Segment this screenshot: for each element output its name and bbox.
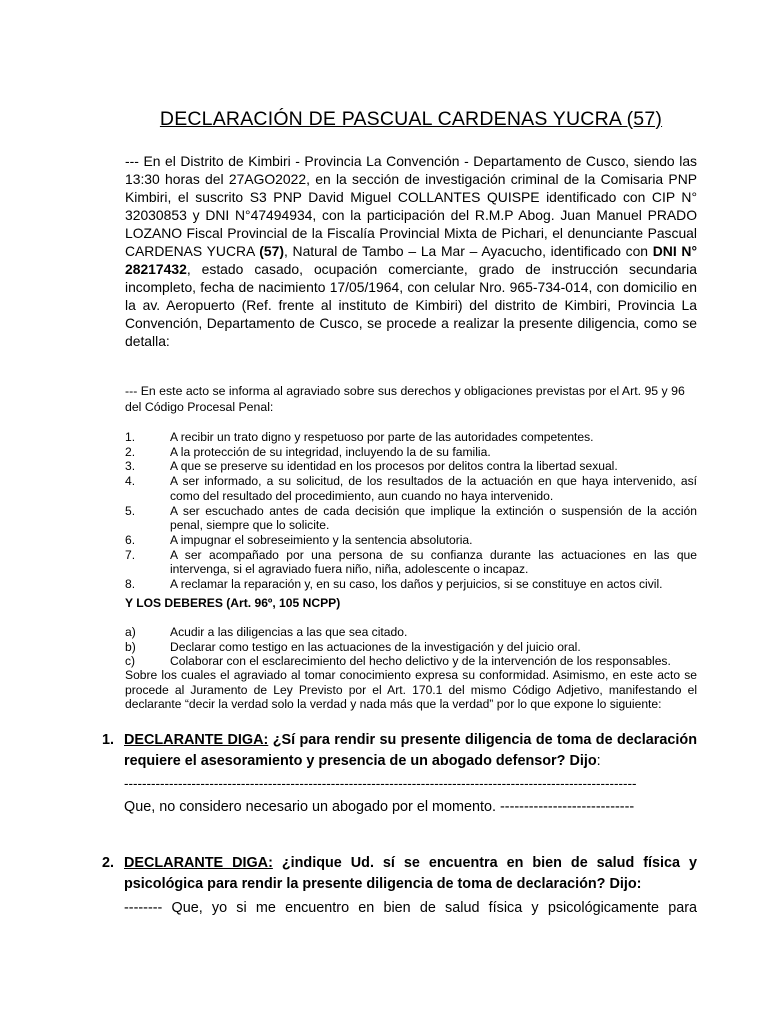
item-number: 7.: [125, 547, 136, 562]
declarant-age: (57): [259, 243, 284, 259]
list-item: [125, 474, 697, 503]
item-number: 1.: [125, 430, 136, 444]
question-colon: :: [596, 752, 601, 769]
item-text: Declarar como testigo en las actuaciones de la investigación y del juicio oral.: [170, 639, 581, 654]
list-item: [125, 577, 697, 592]
item-text: A que se preserve su identidad en los procesos por delitos contra la libertad sexual.: [170, 459, 618, 474]
list-item: [125, 548, 697, 577]
list-item: [125, 533, 697, 548]
list-item: [125, 459, 697, 474]
question-2: [102, 853, 697, 918]
item-number: 8.: [125, 577, 136, 592]
rights-intro: --- En este acto se informa al agraviado sobre sus derechos y obligaciones previstas por el Art. 95 y 96 del Código Procesal Penal:: [125, 384, 685, 414]
document-title: DECLARACIÓN DE PASCUAL CARDENAS YUCRA (57): [159, 108, 663, 130]
intro-text-2: , Natural de Tambo – La Mar – Ayacucho, identificado con: [283, 243, 653, 259]
question-label: DECLARANTE DIGA:: [124, 855, 273, 871]
intro-text-3: , estado casado, ocupación comerciante, grado de instrucción secundaria incompleto, fecha de nacimiento 17/05/1964, con celular Nro. 965-734-014, con domicilio en la av. Aeropuerto (Ref. frente al instituto de Kimbiri) del distrito de Kimbiri, Provincia La Convención, Departamento de Cusco, se procede a realizar la presente diligencia, como se detalla:: [125, 261, 697, 349]
list-item: [125, 504, 697, 533]
list-item: [125, 640, 697, 655]
item-number: 5.: [125, 503, 136, 518]
list-item: [125, 430, 697, 445]
item-number: 6.: [125, 532, 136, 547]
answer-text: Que, no considero necesario un abogado por el momento. ----------------------------: [124, 799, 635, 815]
question-number: 2.: [102, 855, 115, 871]
list-item: [125, 445, 697, 460]
intro-text-1: --- En el Distrito de Kimbiri - Provincia La Convención - Departamento de Cusco, siendo las 13:30 horas del 27AGO2022, en la sección de investigación criminal de la Comisaria PNP Kimbiri, el suscrito S3 PNP David Miguel COLLANTES QUISPE identificado con CIP N° 32030853 y DNI N°47494934, con la participación del R.M.P Abog. Juan Manuel PRADO LOZANO Fiscal Provincial de la Fiscalía Provincial Mixta de Pichari, el denunciante Pascual CARDENAS YUCRA: [125, 153, 697, 259]
question-1: [102, 730, 697, 817]
question-body: ¿indique Ud. sí se encuentra en bien de salud física y psicológica para rendir la presente diligencia de toma de declaración? Dijo:: [124, 855, 697, 892]
item-text: A la protección de su integridad, incluyendo la de su familia.: [170, 444, 491, 459]
item-text: A recibir un trato digno y respetuoso por parte de las autoridades competentes.: [170, 430, 594, 444]
item-number: 2.: [125, 444, 136, 459]
item-number: b): [125, 639, 136, 654]
question-text: [124, 853, 697, 894]
rights-list: [125, 430, 697, 592]
closing-paragraph: Sobre los cuales el agraviado al tomar conocimiento expresa su conformidad. Asimismo, en este acto se procede al Juramento de Ley Previsto por el Art. 170.1 del mismo Código Adjetivo, manifestando el declarante “decir la verdad solo la verdad y nada más que la verdad” por lo que expone lo siguiente:: [125, 668, 697, 712]
list-item: [125, 625, 697, 640]
item-text: Colaborar con el esclarecimiento del hecho delictivo y de la intervención de los responsables.: [170, 654, 671, 669]
item-text: A reclamar la reparación y, en su caso, los daños y perjuicios, si se constituye en actos civil.: [170, 577, 663, 592]
question-body: ¿Sí para rendir su presente diligencia de toma de declaración requiere el asesoramiento y presencia de un abogado defensor? Dijo: [124, 732, 697, 769]
item-number: 4.: [125, 474, 136, 489]
question-number: 1.: [102, 732, 115, 748]
item-text: A ser escuchado antes de cada decisión que implique la extinción o suspensión de la acción penal, siempre que lo solicite.: [170, 503, 697, 533]
intro-paragraph: [125, 152, 697, 350]
item-number: 3.: [125, 459, 136, 474]
duties-list: [125, 625, 697, 669]
answer-text: -------- Que, yo si me encuentro en bien de salud física y psicológicamente para: [124, 900, 697, 916]
item-text: Acudir a las diligencias a las que sea citado.: [170, 625, 408, 639]
question-label: DECLARANTE DIGA:: [124, 732, 269, 748]
question-text: [124, 730, 697, 771]
duties-heading: Y LOS DEBERES (Art. 96º, 105 NCPP): [125, 596, 341, 610]
list-item: [125, 654, 697, 669]
item-text: A impugnar el sobreseimiento y la sentencia absolutoria.: [170, 532, 473, 547]
dash-line: ------------------------------------------------------------------------------------------------------------------: [124, 776, 637, 791]
item-number: c): [125, 654, 136, 669]
item-text: A ser acompañado por una persona de su confianza durante las actuaciones en las que intervenga, si el agraviado fuera niño, niña, adolescente o incapaz.: [170, 547, 697, 577]
item-text: A ser informado, a su solicitud, de los resultados de la actuación en que haya intervenido, así como del resultado del procedimiento, aun cuando no haya intervenido.: [170, 474, 697, 503]
declarant-dni: DNI N° 28217432: [125, 243, 697, 277]
item-number: a): [125, 625, 136, 639]
